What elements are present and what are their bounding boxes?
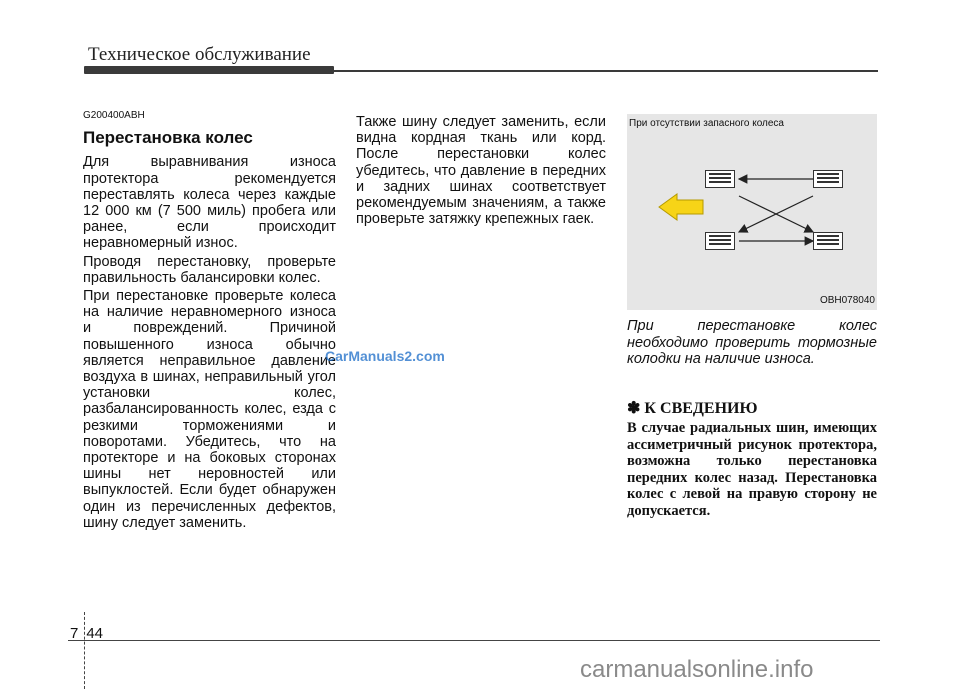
header-bar (84, 66, 334, 74)
figure-caption: При отсутствии запасного колеса (629, 118, 784, 129)
header-rule (334, 70, 878, 72)
rotation-arrows (627, 114, 877, 310)
footer-rule (68, 640, 880, 641)
text-column-left (83, 108, 336, 533)
italic-note: При перестановке колес необходимо проверить тормозные колодки на наличие износа. (627, 318, 877, 367)
tire-icon (705, 170, 735, 188)
chapter-number: 7 (70, 625, 79, 642)
paragraph: Проводя перестановку, проверьте правильность балансировки колес. (83, 253, 336, 286)
tire-icon (705, 232, 735, 250)
figure-code: OBH078040 (819, 295, 875, 306)
page-number (70, 625, 103, 642)
watermark: carmanualsonline.info (580, 656, 814, 683)
paragraph: При перестановке проверьте колеса на наличие неравномерного износа и повреждений. Причиной повышенного износа обычно является неправильное давление воздуха в шинах, неправильный угол установки колес, разбалансированность колес, езда с резкими торможениями и поворотами. Убедитесь, что на протекторе и на боковых сторонах шины нет неровностей или выпуклостей. Если будет обнаружен один из перечисленных дефектов, шину следует заменить. (83, 288, 336, 531)
tire-icon (813, 232, 843, 250)
tire-icon (813, 170, 843, 188)
section-code: G200400ABH (83, 110, 145, 121)
paragraph: Также шину следует заменить, если видна кордная ткань или корд. После перестановки колес убедитесь, что давление в передних и задних шинах соответствует рекомендуемым значениям, а также проверьте затяжку крепежных гаек. (356, 114, 606, 228)
page-number-value: 44 (86, 625, 104, 642)
front-direction-arrow (659, 194, 703, 220)
page-header-title: Техническое обслуживание (88, 44, 311, 65)
text-column-middle (356, 114, 606, 227)
footer-divider (84, 612, 85, 689)
caution-text: В случае радиальных шин, имеющих ассиметричный рисунок протектора, возможна только перестановка передних колес назад. Перестановка колес с левой на правую сторону не допускается. (627, 420, 877, 519)
tire-rotation-figure (627, 114, 877, 310)
watermark: CarManuals2.com (325, 348, 445, 364)
caution-heading: ✽ К СВЕДЕНИЮ (627, 400, 758, 417)
paragraph: Для выравнивания износа протектора рекомендуется переставлять колеса через каждые 12 000 км (7 500 миль) пробега или ранее, если происходит неравномерный износ. (83, 154, 336, 252)
section-title: Перестановка колес (83, 128, 253, 148)
